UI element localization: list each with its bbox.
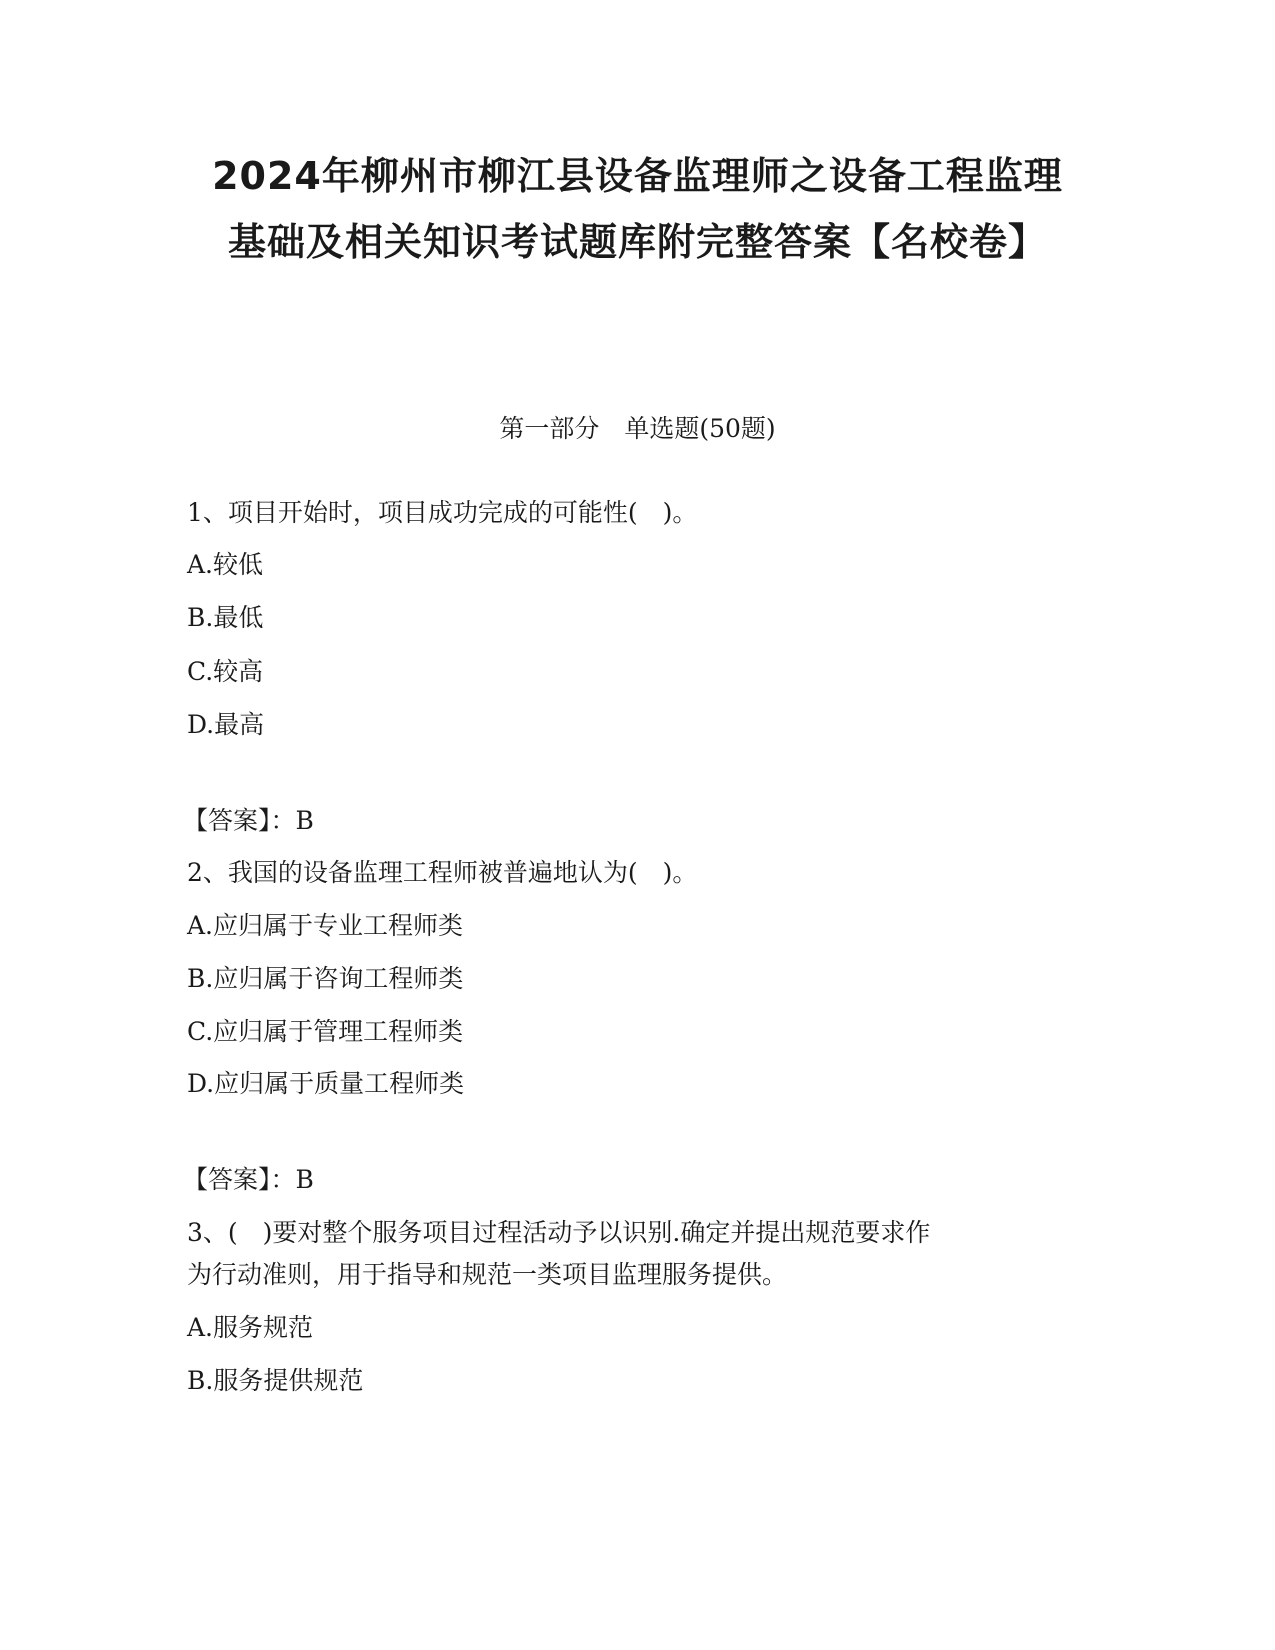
question-2-option-c: C.应归属于管理工程师类 bbox=[187, 1017, 464, 1046]
question-2-answer: 【答案】：B bbox=[183, 1165, 314, 1194]
question-1-option-a: A.较低 bbox=[187, 550, 264, 579]
question-1-answer: 【答案】：B bbox=[183, 806, 314, 835]
document-title-line-2: 基础及相关知识考试题库附完整答案【名校卷】 bbox=[227, 220, 1047, 264]
question-1-option-c: C.较高 bbox=[187, 657, 264, 686]
question-3-option-a: A.服务规范 bbox=[187, 1313, 314, 1342]
question-1-option-d: D.最高 bbox=[187, 710, 265, 739]
question-3-stem-line-1: 3、( )要对整个服务项目过程活动予以识别.确定并提出规范要求作 bbox=[187, 1218, 931, 1247]
section-heading: 第一部分 单选题(50题) bbox=[499, 414, 776, 443]
question-2-option-d: D.应归属于质量工程师类 bbox=[187, 1069, 465, 1098]
question-1-option-b: B.最低 bbox=[187, 603, 264, 632]
question-2-option-a: A.应归属于专业工程师类 bbox=[187, 911, 464, 940]
document-title-line-1: 2024年柳州市柳江县设备监理师之设备工程监理 bbox=[212, 154, 1063, 198]
question-3-stem-line-2: 为行动准则，用于指导和规范一类项目监理服务提供。 bbox=[187, 1260, 788, 1289]
question-2-option-b: B.应归属于咨询工程师类 bbox=[187, 964, 464, 993]
question-1-stem: 1、项目开始时，项目成功完成的可能性( )。 bbox=[187, 498, 698, 527]
question-3-option-b: B.服务提供规范 bbox=[187, 1366, 364, 1395]
question-2-stem: 2、我国的设备监理工程师被普遍地认为( )。 bbox=[187, 858, 698, 887]
